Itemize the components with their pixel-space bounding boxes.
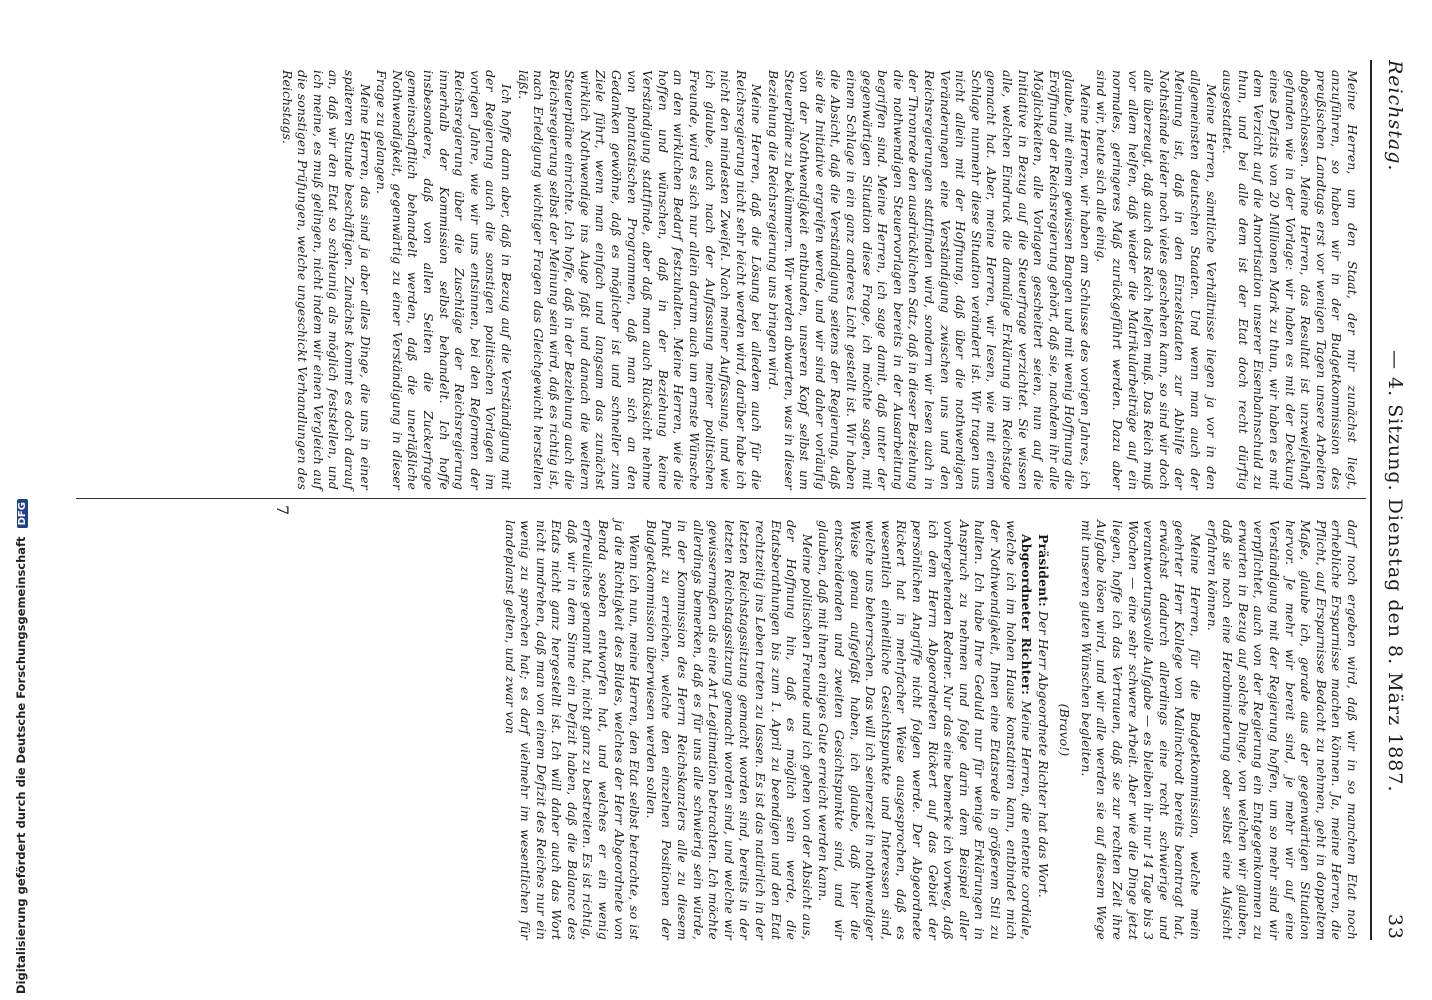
paragraph: Ich hoffe dann aber, daß in Bezug auf die Verständigung mit der Regierung auch die sonstigen politischen Vorlagen im vorigen Jahre, wie wir uns entsinnen, bei den Reformen der Reichsregierung über die Zuschläge der Reichsregierung innerhalb der Kommission selbst behandelt. Ich hoffe insbesondere, daß von allen Seiten die Zuckerfrage gemeinschaftlich behandelt werden, daß die unerläßliche Nothwendigkeit, gegenwärtig zu einer Verständigung in dieser Frage zu gelangen. [374,70,514,490]
header-publication: Reichstag. [1384,60,1406,172]
dfg-logo: DFG [17,499,28,528]
left-column [278,70,1360,490]
president-statement [1035,520,1051,940]
paragraph: Meine Herren, das sind ja aber alles Dinge, die uns in einer späteren Stunde beschäftigen. Zunächst kommt es doch darauf an, daß wir den Etat so schleunig als möglich feststellen, und ich meine, es muß gelingen, nicht indem wir einen Vergleich auf die sonstigen Prüfungen, welche ungeschickt Verhandlungen des Reichstags. [279,70,373,490]
paragraph: Wenn ich nun, meine Herren, den Etat selbst betrachte, so ist ja die Richtigkeit des Bildes, welches der Herr Abgeordnete von Benda soeben entworfen hat, und welches er ein wenig erfreuliches genannt hat, nicht ganz zu bestreiten. Es ist richtig, daß wir in dem Sinne ein Defizit haben, daß die Balance des Etats nicht ganz hergestellt ist. Ich will daher auch das Wort nicht umdrehen, daß man von einem Defizit des Reiches nur ein wenig zu sprechen hat; es darf vielmehr im wesentlichen für landeplanst gelten, und zwar von [502,520,643,940]
paragraph: Meine Herren, sämtliche Verhältnisse liegen ja vor in den allgemeinsten deutschen Staaten. Und wenn man auch der Meinung ist, daß in den Einzelstaaten zur Abhilfe der Nothstände leider noch vieles geschehen kann, so sind wir doch alle überzeugt, daß auch das Reich helfen muß. Das Reich muß vor allem helfen, daß wieder die Matrikularbeiträge auf ein normales, geringeres Maß zurückgeführt werden. Dazu aber sind wir, heute sich alle einig. [1094,70,1219,490]
speaker-statement [816,520,1034,940]
header-session: — 4. Sitzung. Dienstag den 8. März 1887. [1384,350,1406,793]
paragraph: Meine Herren, um den Staat, der mir zunächst liegt, anzuführen, so haben wir in der Budgetkommission des preußischen Landtags erst vor wenigen Tagen unsere Arbeiten abgeschlossen. Meine Herren, das Resultat ist unzweifelhaft gefunden wie in der Vorlage: wir haben es mit der Deckung eines Defizits von 20 Millionen Mark zu thun, wir haben es mit dem Verzicht auf die Amortisation unserer Eisenbahnschuld zu thun, und bei alle dem ist der Etat doch recht dürftig ausgestattet. [1220,70,1360,490]
page-header [1376,60,1410,940]
president-label: Präsident: [1035,534,1051,607]
paragraph: Meine Herren, für die Budgetkommission, welche mein geehrter Herr Kollege von Malinckrodt bereits beantragt hat, erwächst dadurch allerdings eine recht schwierige und verantwortungsvolle Aufgabe — es bleiben ihr nur 14 Tage bis 3 Wochen — eine sehr schwere Arbeit. Aber wie die Dinge jetzt liegen, hoffe ich das Vertrauen, daß sie zur rechten Zeit ihre Aufgabe lösen wird, und wir alle werden sie auf diesem Wege mit unseren guten Wünschen begleiten. [1078,520,1204,940]
president-text: Der Herr Abgeordnete Richter hat das Wort. [1035,611,1051,898]
credit-text: Digitalisierung gefördert durch die Deutsche Forschungsgemeinschaft [14,536,28,994]
page-number: 33 [1384,913,1406,940]
digitization-credit-strip [0,0,28,1000]
speaker-label: Abgeordneter Richter: [1019,534,1035,695]
paragraph: Meine politischen Freunde und ich gehen von der Absicht aus, der Hoffnung hin, daß es möglich sein werde, die Etatsberathungen bis zum 1. April zu beendigen und den Etat rechtzeitig ins Leben treten zu lassen. Es ist das natürlich in der letzten Reichstagssitzung gemacht worden sind, bereits in der letzten Reichstagssitzung gemacht worden sind, und welche wir gewissermaßen als eine Art Legitimation betrachten. Ich möchte allerdings bemerken, daß es für uns alle schwierig sein würde, in der Kommission des Herrn Reichskanzlers alle zu diesem Punkt zu erreichen, welche den einzelnen Positionen der Budgetkommission überwiesen werden sollen. [643,520,815,940]
header-rule [1370,60,1372,940]
right-column [501,520,1360,940]
column-divider [76,498,1366,499]
speaker-text: Meine Herren, die entente cordiale, welche ich im hohen Hause konstatiren kann, entbindet mich der Nothwendigkeit, Ihnen eine Etatsrede in größerem Stil zu halten. Ich habe Ihre Geduld nur für wenige Erklärungen in Anspruch zu nehmen und folge darin dem Beispiel aller vorhergehenden Redner. Nur das eine bemerke ich vorweg, daß ich dem Herrn Abgeordneten Rickert auf das Gebiet der persönlichen Angriffe nicht folgen werde. Der Abgeordnete Rickert hat in mehrfacher Weise ausgesprochen, daß es wesentlich einheitliche Gesichtspunkte und Interessen sind, welche uns beherrschen. Das will ich seinerzeit in nothwendiger Weise genau aufgefaßt haben, ich glaube, daß hier die entscheidenden und zweiten Gesichtspunkte sind, und wir glauben, daß mit ihnen einiges Gute erreicht werden kann. [816,520,1035,940]
page-mark: 7 [273,505,292,516]
paragraph: Meine Herren, wir haben am Schlusse des vorigen Jahres, ich glaube, mit einem gewissen Bangen und mit wenig Hoffnung die Eröffnung der Reichsregierung gehört, daß sie, nachdem ihr alle Möglichkeiten, alle Vorlagen gescheitert seien, nun auf die Initiative in Bezug auf die Steuerfrage verzichtet. Sie wissen alle, welchen Eindruck die damalige Erklärung im Reichstage gemacht hat. Aber, meine Herren, wir lesen, wie mit einem Schlage nunmehr diese Situation verändert ist. Wir tragen uns nicht allein mit der Hoffnung, daß über die nothwendigen Veränderungen eine Verständigung zwischen uns und den Reichsregierungen stattfinden wird, sondern wir lesen auch in der Thronrede den ausdrücklichen Satz, daß in dieser Beziehung die nothwendigen Steuervorlagen bereits in der Ausarbeitung begriffen sind. Meine Herren, ich sage damit, daß unter der gegenwärtigen Situation diese Frage, ich möchte sagen, mit einem Schlage in ein ganz anderes Licht gestellt ist. Wir haben die Absicht, daß die Verständigung seitens der Regierung, daß sie die Initiative ergreifen werde, und wir sind daher vorläufig von der Nothwendigkeit entbunden, unseren Kopf selbst um Steuerpläne zu bekümmern. Wir werden abwarten, was in dieser Beziehung die Reichsregierung uns bringen wird. [766,70,1093,490]
paragraph: darf noch ergeben wird, daß wir in so manchem Etat noch erhebliche Ersparnisse machen können. Ja, meine Herren, die Pflicht, auf Ersparnisse Bedacht zu nehmen, geht in doppeltem Maße, glaube ich, gerade aus der gegenwärtigen Situation hervor. Je mehr wir bereit sind, je mehr wir auf eine Verständigung mit der Regierung hoffen, um so mehr sind wir verpflichtet, auch von der Regierung ein Entgegenkommen zu erwarten in Bezug auf solche Dinge, von welchen wir glauben, daß sie noch eine Herabminderung oder selbst eine Aufsicht erfahren können. [1204,520,1360,940]
paragraph: Meine Herren, daß die Lösung bei alledem auch für die Reichsregierung nicht sehr leicht werden wird, darüber habe ich nicht den mindesten Zweifel. Nach meiner Auffassung, und wie ich glaube, auch nach der Auffassung meiner politischen Freunde, wird es sich nur allein darum auch um ernste Wünsche an den wirklichen Bedarf festzuhalten. Meine Herren, wie die hoffen und wünschen, daß in der Beziehung keine Verständigung stattfinde, aber daß man auch Rücksicht nehme von phantastischen Programmen, daß man sich an den Gedanken gewöhne, daß es möglicher ist und schneller zum Ziele führt, wenn man einfach und langsam das zunächst wirklich Nothwendige ins Auge faßt und danach die weitern Steuerpläne einrichte. Ich hoffe, daß in der Beziehung auch die Reichsregierung selbst der Meinung sein wird, daß es richtig ist, nach Erledigung wichtiger Fragen das Gleichgewicht herstellen läßt. [515,70,765,490]
bravo-interjection: (Bravo!) [1057,703,1073,757]
